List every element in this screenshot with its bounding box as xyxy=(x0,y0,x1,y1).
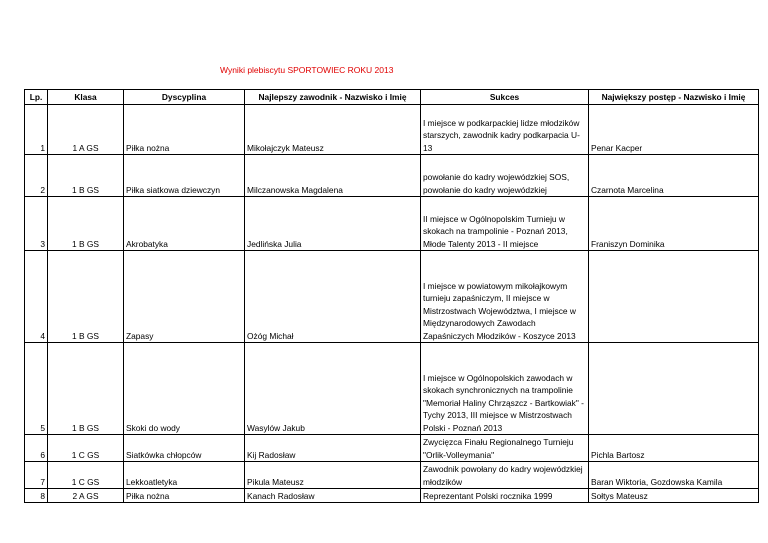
cell-postep: Pichla Bartosz xyxy=(589,435,759,462)
table-row xyxy=(25,489,759,503)
cell-zawodnik: Pikula Mateusz xyxy=(245,462,421,489)
cell-sukces: Reprezentant Polski rocznika 1999 xyxy=(421,489,589,503)
cell-dyscyplina: Skoki do wody xyxy=(124,343,245,435)
cell-lp: 7 xyxy=(25,462,48,489)
table-row xyxy=(25,251,759,343)
cell-postep: Franiszyn Dominika xyxy=(589,197,759,251)
cell-klasa: 1 B GS xyxy=(48,343,124,435)
cell-klasa: 1 B GS xyxy=(48,197,124,251)
table-row xyxy=(25,197,759,251)
cell-zawodnik: Kanach Radosław xyxy=(245,489,421,503)
page-title: Wyniki plebiscytu SPORTOWIEC ROKU 2013 xyxy=(220,65,394,75)
table-row xyxy=(25,435,759,462)
header-row xyxy=(25,90,759,105)
header-klasa: Klasa xyxy=(48,90,124,105)
cell-zawodnik: Milczanowska Magdalena xyxy=(245,155,421,197)
cell-lp: 5 xyxy=(25,343,48,435)
cell-dyscyplina: Akrobatyka xyxy=(124,197,245,251)
cell-lp: 6 xyxy=(25,435,48,462)
cell-dyscyplina: Zapasy xyxy=(124,251,245,343)
header-lp: Lp. xyxy=(25,90,48,105)
cell-sukces: I miejsce w powiatowym mikołajkowym turnieju zapaśniczym, II miejsce w Mistrzostwach Województwa, I miejsce w Międzynarodowych Zawodach Zapaśniczych Młodzików - Koszyce 2013 xyxy=(421,251,589,343)
cell-lp: 1 xyxy=(25,105,48,155)
cell-sukces: II miejsce w Ogólnopolskim Turnieju w skokach na trampolinie - Poznań 2013, Młode Talenty 2013 - II miejsce xyxy=(421,197,589,251)
cell-klasa: 1 B GS xyxy=(48,155,124,197)
cell-postep: Baran Wiktoria, Gozdowska Kamila xyxy=(589,462,759,489)
cell-sukces: powołanie do kadry wojewódzkiej SOS, powołanie do kadry wojewódzkiej xyxy=(421,155,589,197)
cell-sukces: I miejsce w podkarpackiej lidze młodzików starszych, zawodnik kadry podkarpacia U-13 xyxy=(421,105,589,155)
cell-zawodnik: Kij Radosław xyxy=(245,435,421,462)
cell-klasa: 1 C GS xyxy=(48,435,124,462)
cell-dyscyplina: Piłka siatkowa dziewczyn xyxy=(124,155,245,197)
cell-zawodnik: Wasylów Jakub xyxy=(245,343,421,435)
table-row xyxy=(25,105,759,155)
cell-klasa: 2 A GS xyxy=(48,489,124,503)
cell-sukces: Zawodnik powołany do kadry wojewódzkiej młodzików xyxy=(421,462,589,489)
cell-dyscyplina: Lekkoatletyka xyxy=(124,462,245,489)
cell-sukces: I miejsce w Ogólnopolskich zawodach w skokach synchronicznych na trampolinie "Memoriał Haliny Chrząszcz - Bartkowiak" - Tychy 2013, III miejsce w Mistrzostwach Polski - Poznań 2013 xyxy=(421,343,589,435)
cell-dyscyplina: Piłka nożna xyxy=(124,105,245,155)
table-row xyxy=(25,155,759,197)
header-postep: Największy postęp - Nazwisko i Imię xyxy=(589,90,759,105)
header-dyscyplina: Dyscyplina xyxy=(124,90,245,105)
cell-lp: 2 xyxy=(25,155,48,197)
cell-dyscyplina: Piłka nożna xyxy=(124,489,245,503)
cell-sukces: Zwycięzca Finału Regionalnego Turnieju "Orlik-Volleymania" xyxy=(421,435,589,462)
table-row xyxy=(25,462,759,489)
cell-klasa: 1 A GS xyxy=(48,105,124,155)
cell-klasa: 1 C GS xyxy=(48,462,124,489)
cell-klasa: 1 B GS xyxy=(48,251,124,343)
header-zawodnik: Najlepszy zawodnik - Nazwisko i Imię xyxy=(245,90,421,105)
cell-dyscyplina: Siatkówka chłopców xyxy=(124,435,245,462)
cell-lp: 8 xyxy=(25,489,48,503)
cell-postep: Sołtys Mateusz xyxy=(589,489,759,503)
table-row xyxy=(25,343,759,435)
cell-postep: Czarnota Marcelina xyxy=(589,155,759,197)
cell-postep xyxy=(589,343,759,435)
header-sukces: Sukces xyxy=(421,90,589,105)
results-table xyxy=(24,89,759,503)
cell-lp: 4 xyxy=(25,251,48,343)
cell-lp: 3 xyxy=(25,197,48,251)
cell-zawodnik: Jedlińska Julia xyxy=(245,197,421,251)
cell-zawodnik: Mikołajczyk Mateusz xyxy=(245,105,421,155)
cell-zawodnik: Ożóg Michał xyxy=(245,251,421,343)
cell-postep xyxy=(589,251,759,343)
cell-postep: Penar Kacper xyxy=(589,105,759,155)
